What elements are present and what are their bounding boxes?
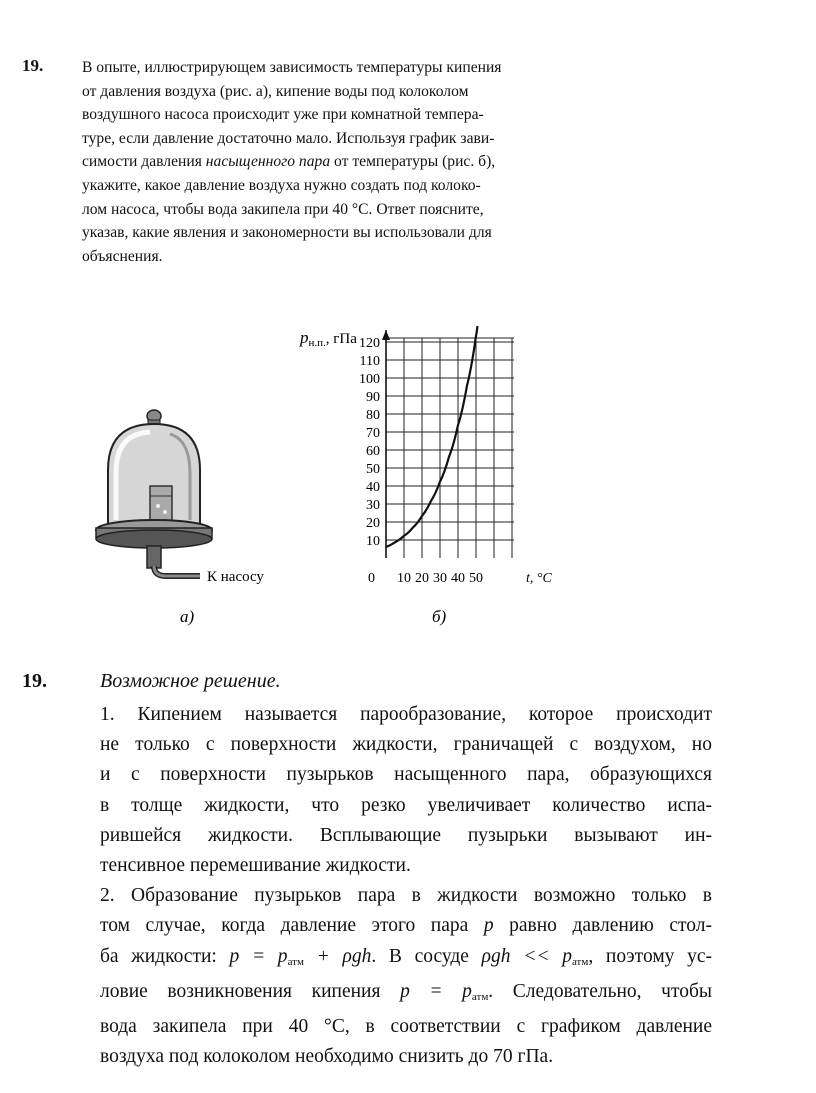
solution-text-part: равно давлению стол- xyxy=(493,915,712,937)
y-tick-label: 50 xyxy=(366,462,380,477)
chart-ticks xyxy=(359,336,483,586)
pump-label: К насосу xyxy=(207,569,264,585)
chart-axes xyxy=(382,330,390,558)
x-tick-label: 30 xyxy=(433,571,447,586)
formula-subscript: атм xyxy=(571,955,589,968)
origin-label: 0 xyxy=(368,571,375,586)
formula-part: + ρgh xyxy=(303,945,372,967)
chart-grid xyxy=(386,338,514,558)
formula-p: p xyxy=(483,915,494,937)
formula-part: ρgh << p xyxy=(481,945,572,967)
y-tick-label: 70 xyxy=(366,426,380,441)
solution-number: 19. xyxy=(22,670,47,692)
x-tick-label: 10 xyxy=(397,571,411,586)
task-line: лом насоса, чтобы вода закипела при 40 °С. Ответ поясните, xyxy=(82,200,484,218)
solution-text xyxy=(100,700,712,1072)
task-line: от давления воздуха (рис. а), кипение воды под колоколом xyxy=(82,82,469,100)
solution-line: 2. Образование пузырьков пара в жидкости возможно только в xyxy=(100,885,712,907)
task-text xyxy=(82,56,582,268)
y-tick-label: 30 xyxy=(366,498,380,513)
task-line: воздушного насоса происходит уже при комнатной темпера- xyxy=(82,106,484,124)
formula-part: p = p xyxy=(400,980,472,1002)
y-tick-label: 20 xyxy=(366,516,380,531)
solution-line xyxy=(100,911,712,941)
solution-title: Возможное решение. xyxy=(100,670,281,692)
formula-pressure-sum xyxy=(230,946,372,967)
y-axis-arrow xyxy=(382,330,390,340)
x-tick-label: 50 xyxy=(469,571,483,586)
solution-line: вода закипела при 40 °С, в соответствии с графиком давление xyxy=(100,1016,712,1038)
vapor-pressure-curve xyxy=(386,326,477,547)
y-tick-label: 40 xyxy=(366,480,380,495)
solution-line: в толще жидкости, что резко увеличивает количество испа- xyxy=(100,794,712,816)
formula-comparison xyxy=(482,946,589,967)
y-tick-label: 10 xyxy=(366,534,380,549)
task-line-emphasis: насыщенного пара xyxy=(205,153,331,171)
solution-text-part: , поэтому ус- xyxy=(588,945,712,967)
solution-line: тенсивное перемешивание жидкости. xyxy=(100,855,411,877)
y-axis-label-unit: , гПа xyxy=(325,331,357,347)
formula-subscript: атм xyxy=(287,955,304,968)
solution-text-part: ловие возникновения кипения xyxy=(100,980,401,1002)
solution-line: не только с поверхности жидкости, граничащей с воздухом, но xyxy=(100,734,712,756)
y-tick-label: 60 xyxy=(366,444,380,459)
formula-part: p = p xyxy=(229,945,288,967)
task-line: укажите, какое давление воздуха нужно создать под колоко- xyxy=(82,176,481,194)
y-tick-label: 80 xyxy=(366,408,380,423)
y-tick-label: 110 xyxy=(359,354,380,369)
solution-text-part: ба жидкости: xyxy=(100,945,230,967)
x-tick-label: 20 xyxy=(415,571,429,586)
y-axis-label xyxy=(299,328,357,349)
solution-text-part: . Следовательно, чтобы xyxy=(488,980,712,1002)
x-tick-label: 40 xyxy=(451,571,465,586)
y-axis-label-sub: н.п. xyxy=(308,337,326,349)
task-line: В опыте, иллюстрирующем зависимость температуры кипения xyxy=(82,59,502,76)
task-line: объяснения. xyxy=(82,247,163,265)
task-line: туре, если давление достаточно мало. Используя график зави- xyxy=(82,129,495,147)
task-line: указав, какие явления и закономерности вы использовали для xyxy=(82,224,492,242)
solution-line xyxy=(100,977,712,1012)
solution-line: рившейся жидкости. Всплывающие пузырьки вызывают ин- xyxy=(100,824,712,846)
formula-subscript: атм xyxy=(471,990,489,1003)
solution-line: 1. Кипением называется парообразование, которое происходит xyxy=(100,704,712,725)
task-line-part: симости давления xyxy=(82,153,206,171)
y-tick-label: 120 xyxy=(359,336,380,351)
solution-line xyxy=(100,942,712,977)
figure-b-caption: б) xyxy=(432,607,447,626)
solution-line: и с поверхности пузырьков насыщенного пара, образующихся xyxy=(100,764,712,786)
y-axis-label-main: p xyxy=(300,328,309,347)
figure-a-caption: а) xyxy=(180,607,195,626)
y-tick-label: 100 xyxy=(359,372,380,387)
bell-jar-illustration xyxy=(96,410,212,576)
formula-boiling-condition xyxy=(400,981,488,1002)
solution-text-part: . В сосуде xyxy=(371,945,482,967)
task-number: 19. xyxy=(22,56,44,75)
task-line-part: от температуры (рис. б), xyxy=(330,153,496,171)
y-tick-label: 90 xyxy=(366,390,380,405)
solution-line: воздуха под колоколом необходимо снизить до 70 гПа. xyxy=(100,1046,554,1068)
x-axis-label: t, °С xyxy=(526,571,552,586)
task-line xyxy=(82,150,582,174)
solution-text-part: том случае, когда давление этого пара xyxy=(100,915,484,937)
